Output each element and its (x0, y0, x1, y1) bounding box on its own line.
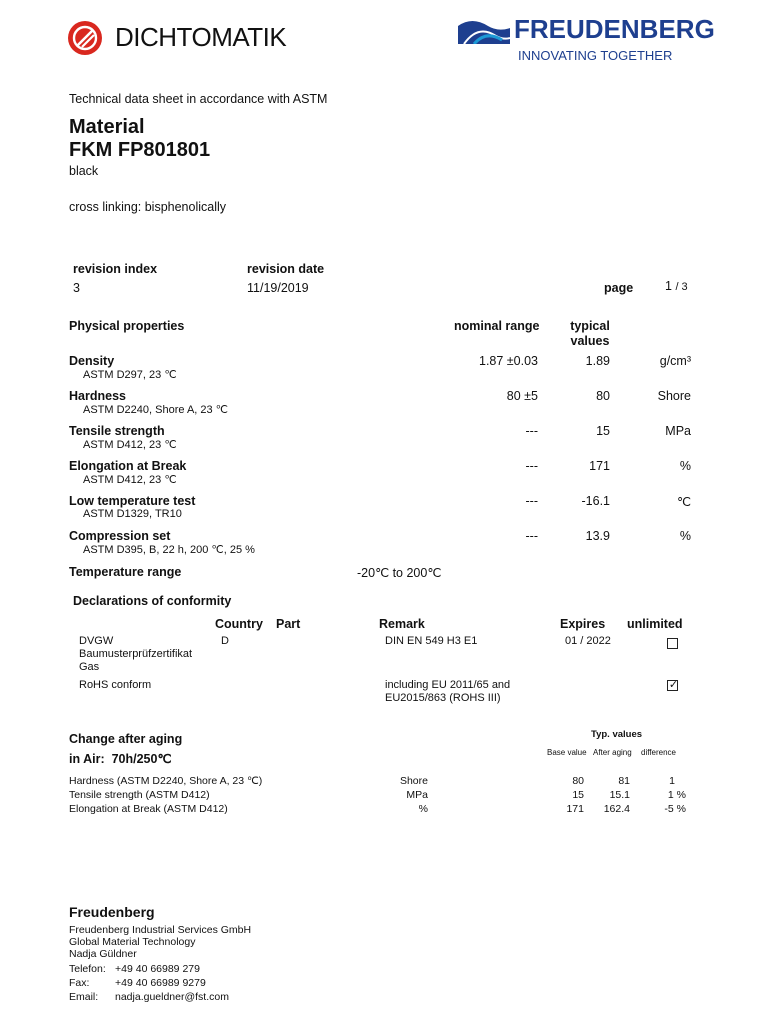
material-label: Material (69, 116, 145, 138)
document-subtitle: Technical data sheet in accordance with ASTM (69, 92, 328, 106)
property-method: ASTM D2240, Shore A, 23 ℃ (83, 404, 229, 416)
revision-date-label: revision date (247, 262, 325, 276)
temperature-range-value: -20℃ to 200℃ (357, 566, 442, 580)
aging-name: Elongation at Break (ASTM D412) (69, 803, 228, 815)
typical-values-header (560, 319, 620, 348)
footer-phone-label: Telefon: (69, 963, 106, 975)
cross-linking: cross linking: bisphenolically (69, 200, 227, 214)
property-nominal: --- (525, 424, 538, 438)
property-nominal: --- (525, 494, 538, 508)
property-method: ASTM D412, 23 ℃ (83, 474, 177, 486)
property-unit: % (679, 529, 691, 543)
aging-col-after: After aging (593, 748, 632, 757)
typical-header-line1: typical (570, 319, 610, 333)
conformity-name-line3: Gas (79, 661, 100, 673)
property-unit: Shore (657, 389, 691, 403)
physical-properties-heading: Physical properties (69, 319, 185, 333)
property-nominal: --- (525, 529, 538, 543)
aging-typ-values: Typ. values (591, 729, 643, 740)
unlimited-checkbox-unchecked[interactable] (667, 638, 678, 649)
property-name: Compression set (69, 529, 171, 543)
page-number (665, 279, 688, 293)
page-label: page (604, 281, 634, 295)
property-unit: ℃ (676, 495, 691, 509)
footer-line3: Nadja Güldner (69, 948, 137, 960)
revision-index-value: 3 (73, 281, 80, 295)
property-nominal: --- (525, 459, 538, 473)
material-color: black (69, 164, 99, 178)
revision-index-label: revision index (73, 262, 158, 276)
typical-header-line2: values (570, 334, 610, 348)
property-unit: g/cm³ (659, 354, 691, 368)
conformity-col-expires: Expires (560, 617, 606, 631)
check-mark-icon: ✓ (668, 679, 679, 691)
material-name: FKM FP801801 (69, 139, 211, 161)
freudenberg-wordmark: FREUDENBERG (514, 14, 715, 44)
property-unit: % (679, 459, 691, 473)
conformity-heading: Declarations of conformity (73, 594, 232, 608)
footer-email-label: Email: (69, 991, 99, 1003)
conformity-name-line2: Baumusterprüfzertifikat (79, 648, 193, 660)
conformity-country: D (221, 635, 229, 647)
footer-email-link[interactable]: nadja.gueldner@fst.com (115, 991, 229, 1003)
aging-after: 15.1 (609, 789, 630, 801)
conformity-remark-line2: EU2015/863 (ROHS III) (385, 692, 501, 704)
property-name: Low temperature test (69, 494, 196, 508)
aging-diff: 1 (669, 775, 675, 787)
aging-name: Tensile strength (ASTM D412) (69, 789, 210, 801)
conformity-col-unlimited: unlimited (627, 617, 683, 631)
property-name: Density (69, 354, 115, 368)
footer-company: Freudenberg (69, 904, 155, 920)
aging-base: 171 (566, 803, 584, 815)
property-typical: -16.1 (581, 494, 610, 508)
aging-condition: in Air: 70h/250℃ (69, 752, 172, 766)
aging-unit: % (418, 803, 428, 815)
property-typical: 15 (596, 424, 610, 438)
aging-base: 15 (572, 789, 584, 801)
conformity-name-line1: RoHS conform (79, 679, 152, 691)
temperature-range-label: Temperature range (69, 565, 182, 579)
aging-after: 81 (618, 775, 630, 787)
property-unit: MPa (665, 424, 691, 438)
conformity-remark-line1: including EU 2011/65 and (385, 679, 511, 691)
aging-unit: Shore (399, 775, 428, 787)
freudenberg-logo (458, 14, 718, 66)
dichtomatik-emblem-icon (67, 20, 103, 56)
aging-col-base: Base value (547, 748, 587, 757)
property-method: ASTM D1329, TR10 (83, 508, 182, 520)
revision-date-value: 11/19/2019 (247, 281, 309, 295)
page-total: / 3 (675, 281, 688, 293)
aging-after: 162.4 (603, 803, 630, 815)
aging-diff: -5 % (664, 803, 686, 815)
conformity-col-remark: Remark (379, 617, 425, 631)
aging-name: Hardness (ASTM D2240, Shore A, 23 ℃) (69, 775, 263, 787)
conformity-expires: 01 / 2022 (565, 635, 611, 647)
footer-phone-value: +49 40 66989 279 (115, 963, 200, 975)
aging-unit: MPa (406, 789, 428, 801)
property-nominal: 80 ±5 (506, 389, 538, 403)
unlimited-checkbox-checked[interactable] (667, 680, 678, 691)
footer-fax-value: +49 40 66989 9279 (115, 977, 206, 989)
footer-line1: Freudenberg Industrial Services GmbH (69, 924, 252, 936)
aging-col-diff: difference (641, 748, 676, 757)
aging-base: 80 (572, 775, 584, 787)
property-typical: 80 (596, 389, 610, 403)
property-name: Hardness (69, 389, 126, 403)
page-current: 1 (665, 279, 672, 293)
property-method: ASTM D395, B, 22 h, 200 ℃, 25 % (83, 544, 255, 556)
conformity-name-line1: DVGW (79, 635, 114, 647)
property-name: Elongation at Break (69, 459, 187, 473)
conformity-remark: DIN EN 549 H3 E1 (385, 635, 478, 647)
property-method: ASTM D297, 23 ℃ (83, 369, 177, 381)
freudenberg-tagline: INNOVATING TOGETHER (518, 48, 673, 63)
nominal-range-header: nominal range (454, 319, 540, 333)
conformity-col-part: Part (276, 617, 301, 631)
footer-line2: Global Material Technology (69, 936, 196, 948)
property-name: Tensile strength (69, 424, 165, 438)
property-method: ASTM D412, 23 ℃ (83, 439, 177, 451)
dichtomatik-wordmark: DICHTOMATIK (115, 22, 287, 52)
aging-diff: 1 % (667, 789, 686, 801)
property-typical: 13.9 (585, 529, 610, 543)
property-typical: 171 (589, 459, 610, 473)
aging-title: Change after aging (69, 732, 183, 746)
freudenberg-wave-icon (458, 18, 510, 44)
property-typical: 1.89 (585, 354, 610, 368)
property-nominal: 1.87 ±0.03 (479, 354, 538, 368)
conformity-col-country: Country (215, 617, 263, 631)
footer-fax-label: Fax: (69, 977, 90, 989)
